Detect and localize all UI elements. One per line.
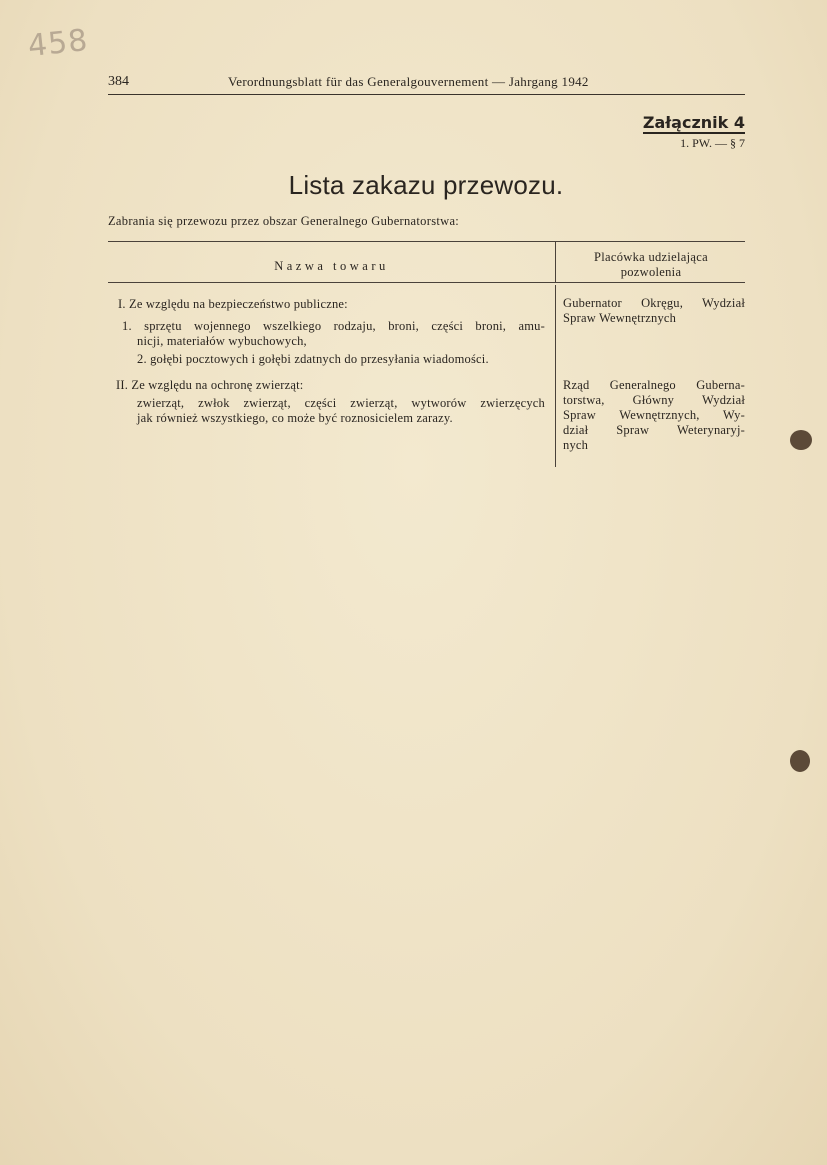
list-item-continuation: nicji, materiałów wybuchowych, (137, 334, 307, 348)
table-top-rule (108, 241, 745, 242)
authority-cell-line: torstwa, Główny Wydział (563, 393, 745, 407)
list-item: 2. gołębi pocztowych i gołębi zdatnych do przesyłania wiadomości. (137, 352, 489, 366)
authority-cell-line: dział Spraw Weterynaryj- (563, 423, 745, 437)
section-text-line: zwierząt, zwłok zwierząt, części zwierząt, wytworów zwierzęcych (137, 396, 545, 410)
authority-cell-line: Spraw Wewnętrznych, Wy- (563, 408, 745, 422)
header-rule (108, 94, 745, 95)
table-header-rule (108, 282, 745, 283)
authority-cell-line: Rząd Generalnego Guberna- (563, 378, 745, 392)
section-heading: I. Ze względu na bezpieczeństwo publiczne: (118, 297, 348, 311)
annex-reference: 1. PW. — § 7 (680, 136, 745, 150)
page-number: 384 (108, 74, 129, 89)
section-text-line: jak również wszystkiego, co może być roznosicielem zarazy. (137, 411, 453, 425)
list-item: 1. sprzętu wojennego wszelkiego rodzaju, broni, części broni, amu- (122, 319, 545, 333)
binder-hole (790, 750, 810, 772)
running-header (108, 74, 744, 94)
publication-title: Verordnungsblatt für das Generalgouvernement — Jahrgang 1942 (228, 74, 589, 89)
handwritten-page-note: 458 (26, 22, 90, 65)
column-header-authority (557, 250, 745, 280)
document-title: Lista zakazu przewozu. (288, 170, 564, 200)
annex-label: Załącznik 4 (642, 113, 745, 132)
intro-text: Zabrania się przewozu przez obszar Generalnego Gubernatorstwa: (108, 214, 460, 228)
authority-cell-line: Spraw Wewnętrznych (563, 311, 677, 325)
binder-hole (790, 430, 812, 450)
column-header-authority-line: Placówka udzielająca (594, 250, 708, 264)
column-header-goods: Nazwa towaru (274, 259, 389, 273)
table-column-divider-body (555, 285, 556, 467)
section-heading: II. Ze względu na ochronę zwierząt: (116, 378, 304, 392)
annex-block (600, 114, 745, 151)
column-header-authority-line: pozwolenia (620, 265, 682, 279)
authority-cell-line: Gubernator Okręgu, Wydział (563, 296, 745, 310)
authority-cell-line: nych (563, 438, 589, 452)
table-column-divider-header (555, 242, 556, 282)
